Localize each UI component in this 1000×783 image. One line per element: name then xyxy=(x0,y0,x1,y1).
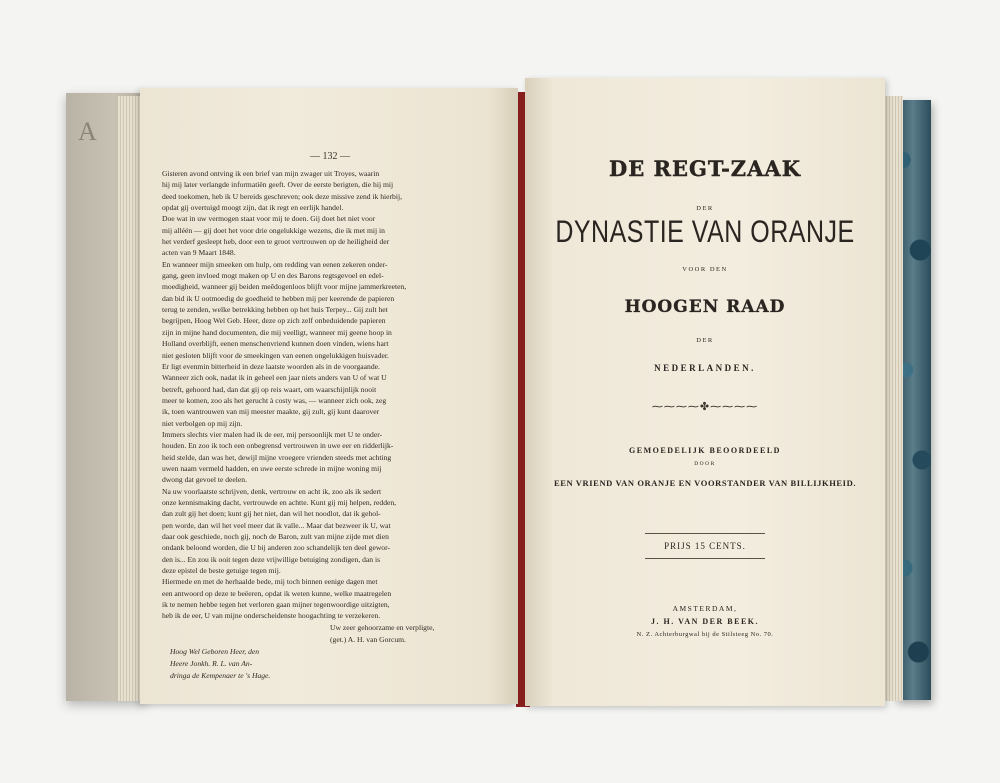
letter-line: Er ligt evenmin bitterheid in deze laatste woorden als in de voorgaande. xyxy=(162,361,380,371)
letter-line: niet verbolgen op mij zijn. xyxy=(162,418,243,428)
letter-line: Na uw voorlaatste schrijven, denk, vertrouw en acht ik, zoo als ik sedert xyxy=(162,486,382,496)
letter-line: Holland overblijft, eenen menschenvriend kunnen doen vinden, wiens hart xyxy=(162,339,389,349)
voor-den-label: VOOR DEN xyxy=(682,266,728,273)
letter-line: daar ook geschiede, noch gij, noch de Baron, zult van mijne zijde met dien xyxy=(162,532,389,541)
letter-line: onze kennismaking dacht, vertrouwde en achtte. Kunt gij mij helpen, redden, xyxy=(162,497,397,507)
imprint-city: AMSTERDAM, xyxy=(672,604,738,613)
letter-line: Doe wat in uw vermogen staat voor mij te doen. Gij doet het niet voor xyxy=(162,214,376,224)
letter-body xyxy=(162,168,498,622)
author-line: EEN VRIEND VAN ORANJE EN VOORSTANDER VAN BILLIJKHEID. xyxy=(553,478,857,488)
der-label-1: DER xyxy=(696,205,714,212)
letter-line: een antwoord op deze te beëeren, opdat ik weten kunne, welke maatregelen xyxy=(162,588,392,598)
letter-line: deed toekomen, heb ik U bereids geschreven; ook deze missive zend ik hierbij, xyxy=(162,191,402,201)
letter-line: opdat gij overtuigd moogt zijn, dat ik regt en eerlijk handel. xyxy=(162,203,344,213)
letter-line: acten van 9 Maart 1848. xyxy=(162,248,236,258)
title-line-2: DYNASTIE VAN ORANJE xyxy=(555,214,855,250)
letter-line: begrijpen, Hoog Wel Geb. Heer, deze op zich zelf onbeduidende papieren xyxy=(162,316,386,326)
door-label: DOOR xyxy=(694,461,716,467)
letter-line: heb ik de eer, U van mijne onderscheidenste hoogachting te verzekeren. xyxy=(162,611,381,621)
letter-line: meer te komen, zoo als het gerucht à costy was, — wanneer zich ook, zeg xyxy=(162,395,387,405)
letter-line: pen worde, dan wil het veel meer dat ik valle... Maar dat bezweer ik U, wat xyxy=(162,520,391,530)
addressee-line: dringa de Kempenaer te 's Hage. xyxy=(170,671,271,680)
letter-line: dan bid ik U ootmoedig de goedheid te hebben mij per keerende de papieren xyxy=(162,293,395,303)
price-rule-top xyxy=(645,533,765,534)
imprint-publisher: J. H. VAN DER BEEK. xyxy=(651,617,759,626)
title-line-4: NEDERLANDEN. xyxy=(654,363,756,373)
letter-line: hij mij later verlangde informatiën geeft. Over de eerste berigten, die hij mij xyxy=(162,180,394,190)
title-page xyxy=(525,78,885,706)
signature-block xyxy=(330,622,500,646)
letter-line: deze epistel de beste getuige tegen mij. xyxy=(162,566,281,576)
letter-line: ik, toen wantrouwen van mij meester maakte, gij zult, gij kunt daarover xyxy=(162,407,380,417)
letter-line: moedigheid, wanneer gij beiden meêdogenloos blijft voor mijne jammerkreeten, xyxy=(162,282,407,292)
letter-line: niet gesloten blijft voor de smeekingen van eenen ongelukkigen huisvader. xyxy=(162,350,389,360)
title-line-1: DE REGT-ZAAK xyxy=(609,156,801,181)
letter-line: Gisteren avond ontving ik een brief van mijn zwager uit Troyes, waarin xyxy=(162,169,380,178)
signature-closing: Uw zeer gehoorzame en verpligte, xyxy=(330,623,435,632)
imprint-address: N. Z. Achterburgwal bij de Stilsteeg No. 70. xyxy=(636,631,774,638)
letter-line: Wanneer zich ook, nadat ik in geheel een jaar niets anders van U of wat U xyxy=(162,373,387,383)
price-label: PRIJS 15 CENTS. xyxy=(664,541,746,551)
letter-line: houden. En zoo ik toch een onbegrensd vertrouwen in uwe eer en ridderlijk- xyxy=(162,441,394,451)
addressee-block xyxy=(170,646,310,682)
letter-line: dwong dat gevoel te deelen. xyxy=(162,475,247,485)
letter-line: Immers slechts vier malen had ik de eer, mij persoonlijk met U te onder- xyxy=(162,429,383,439)
letter-line: heid stelde, dan was het, dewijl mijne vroegere vrienden steeds met achting xyxy=(162,452,392,462)
letter-line: betreft, gehoord had, dan dat gij op reis waart, om waarschijnlijk nooit xyxy=(162,384,377,394)
letter-line: Hiermede en met de herhaalde bede, mij toch binnen eenige dagen met xyxy=(162,577,378,587)
letter-line: terug te zenden, welke betrekking hebben op het huis Terpey... Gij zult het xyxy=(162,305,388,315)
judged-label: GEMOEDELIJK BEOORDEELD xyxy=(629,446,781,455)
price-rule-bottom xyxy=(645,558,765,559)
page-number: — 132 — xyxy=(310,151,350,162)
letter-line: mij alléén — gij doet het voor drie ongelukkige wezens, die ik met mij in xyxy=(162,225,385,235)
addressee-line: Heere Jonkh. R. L. van An- xyxy=(170,659,253,668)
ornament-divider: ⁓⁓⁓⁓✤⁓⁓⁓⁓ xyxy=(651,401,759,413)
addressee-line: Hoog Wel Geboren Heer, den xyxy=(170,647,260,656)
left-page xyxy=(140,88,518,704)
letter-line: En wanneer mijn smeeken om hulp, om redding van eenen zekeren onder- xyxy=(162,259,388,269)
title-line-3: HOOGEN RAAD xyxy=(624,297,786,317)
signature-name: (get.) A. H. van Gorcum. xyxy=(330,635,406,644)
der-label-2: DER xyxy=(696,337,714,344)
cover-handwriting: A xyxy=(78,117,101,146)
letter-line: zijn in mijne hand documenten, die mij veelligt, wanneer mij geene hoop in xyxy=(162,327,392,337)
letter-line: den is... En zou ik ooit tegen deze vrijwillige betuiging zondigen, dan is xyxy=(162,554,381,564)
letter-line: gang, geen invloed mogt maken op U en des Barons regtsgevoel en edel- xyxy=(162,271,384,281)
letter-line: het verderf gesleept heb, door een te groot vertrouwen op de heiligheid der xyxy=(162,237,390,247)
letter-line: ik te nemen hebbe tegen het verloren gaan mijner tegenwoordige uitzigten, xyxy=(162,600,390,610)
letter-line: dan zult gij het doen; kunt gij het niet, dan wil het noodlot, dat ik gehol- xyxy=(162,509,381,519)
letter-line: uwen naam vermeld hadden, en uwe eerste schrede in mijne woning mij xyxy=(162,463,382,473)
letter-line: ondank beloond worden, die U bij anderen zoo schandelijk ten deel gewor- xyxy=(162,543,391,553)
